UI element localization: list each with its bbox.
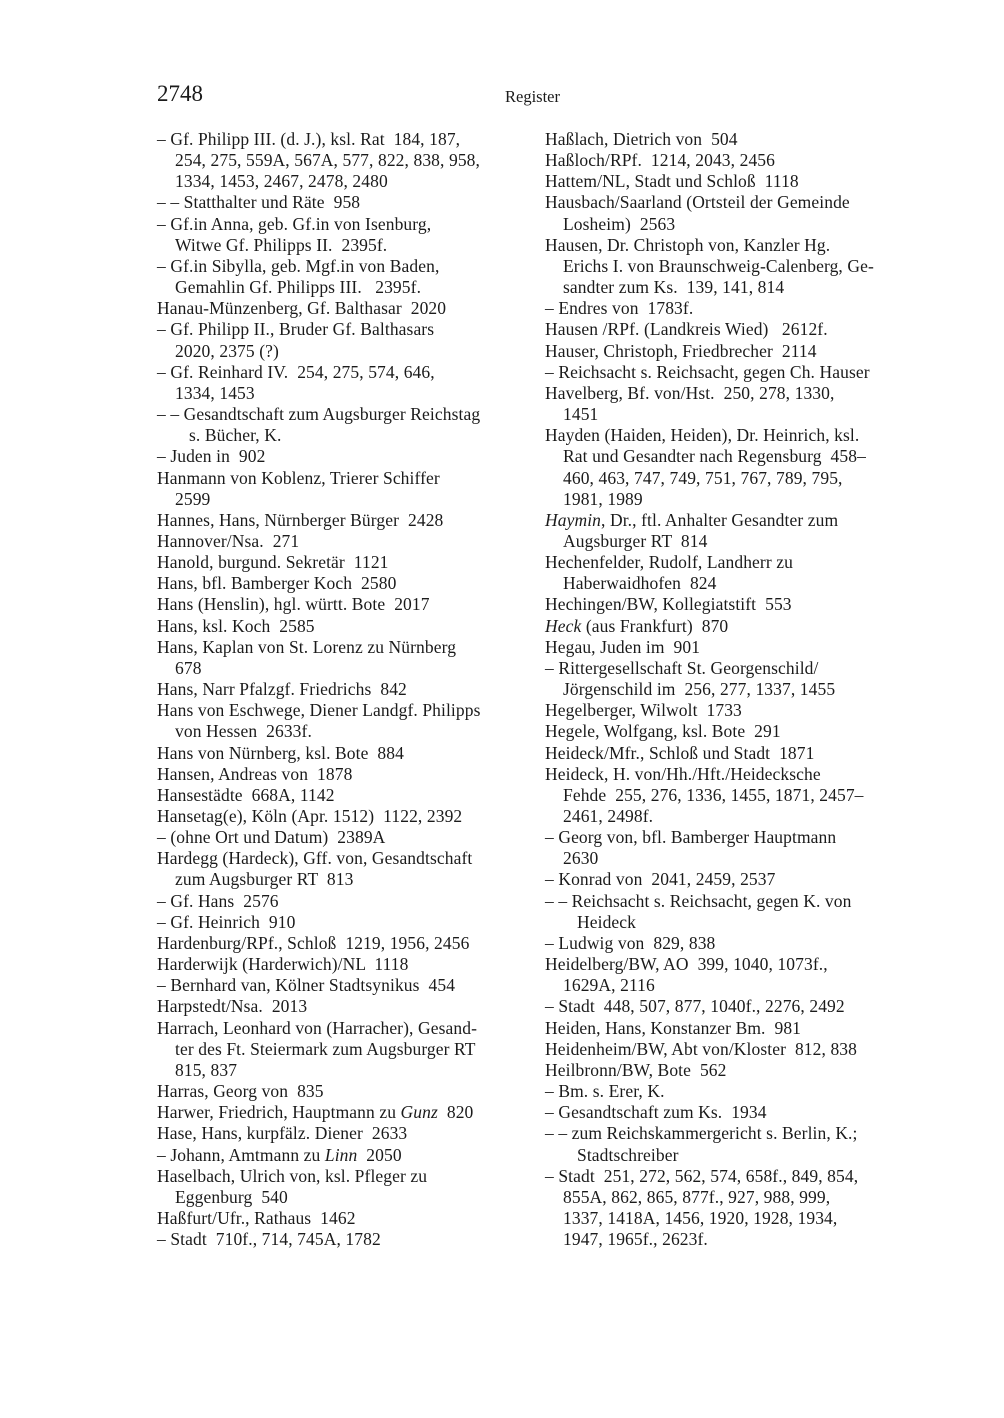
- index-line: 1981, 1989: [563, 488, 643, 509]
- page-number: 2748: [157, 81, 203, 106]
- index-line: Heck (aus Frankfurt) 870: [545, 615, 729, 636]
- running-title: Register: [505, 87, 560, 106]
- index-line: Stadtschreiber: [577, 1144, 679, 1165]
- index-line: Heideck/Mfr., Schloß und Stadt 1871: [545, 742, 815, 763]
- index-line: Harras, Georg von 835: [157, 1081, 324, 1102]
- index-line: Hausen, Dr. Christoph von, Kanzler Hg.: [545, 234, 831, 255]
- index-line: Haßlach, Dietrich von 504: [545, 129, 738, 149]
- index-line: Haymin, Dr., ftl. Anhalter Gesandter zum: [545, 509, 839, 530]
- index-line: Hayden (Haiden, Heiden), Dr. Heinrich, ksl.: [545, 425, 860, 446]
- index-line: 855A, 862, 865, 877f., 927, 988, 999,: [563, 1186, 831, 1207]
- index-line: – – Gesandtschaft zum Augsburger Reichstag: [157, 404, 481, 425]
- index-line: – Juden in 902: [157, 446, 266, 467]
- index-line: Hegele, Wolfgang, ksl. Bote 291: [545, 721, 781, 742]
- index-line: Hanold, burgund. Sekretär 1121: [157, 552, 389, 573]
- index-line: 2020, 2375 (?): [175, 340, 279, 361]
- index-line: – Endres von 1783f.: [545, 298, 694, 319]
- index-line: zum Augsburger RT 813: [175, 869, 354, 890]
- index-line: – – Reichsacht s. Reichsacht, gegen K. von: [545, 890, 852, 911]
- index-body: [157, 129, 909, 1250]
- index-line: Hausbach/Saarland (Ortsteil der Gemeinde: [545, 192, 850, 213]
- index-line: Hans von Eschwege, Diener Landgf. Philipps: [157, 700, 481, 721]
- index-line: Hannover/Nsa. 271: [157, 530, 300, 551]
- index-line: Havelberg, Bf. von/Hst. 250, 278, 1330,: [545, 382, 835, 403]
- index-line: Heideck: [577, 911, 637, 932]
- index-line: Losheim) 2563: [563, 213, 676, 234]
- index-line: Hans, Kaplan von St. Lorenz zu Nürnberg: [157, 636, 457, 657]
- index-line: Hans, Narr Pfalzgf. Friedrichs 842: [157, 679, 407, 700]
- index-line: Hanau-Münzenberg, Gf. Balthasar 2020: [157, 298, 447, 319]
- index-line: 815, 837: [175, 1059, 238, 1080]
- index-line: – Stadt 448, 507, 877, 1040f., 2276, 2492: [545, 996, 845, 1017]
- index-line: Hans von Nürnberg, ksl. Bote 884: [157, 742, 404, 763]
- index-line: Fehde 255, 276, 1336, 1455, 1871, 2457–: [563, 784, 864, 805]
- index-line: Hausen /RPf. (Landkreis Wied) 2612f.: [545, 319, 828, 340]
- index-line: Eggenburg 540: [175, 1186, 288, 1207]
- index-line: Witwe Gf. Philipps II. 2395f.: [175, 234, 388, 255]
- index-line: Hansen, Andreas von 1878: [157, 763, 353, 784]
- index-line: Hannes, Hans, Nürnberger Bürger 2428: [157, 509, 444, 530]
- index-line: 678: [175, 657, 202, 678]
- index-line: Erichs I. von Braunschweig-Calenberg, Ge-: [563, 255, 874, 276]
- index-line: 2599: [175, 488, 211, 509]
- index-line: Hauser, Christoph, Friedbrecher 2114: [545, 340, 817, 361]
- index-line: 1451: [563, 404, 599, 425]
- index-line: – Gf. Heinrich 910: [157, 911, 296, 932]
- index-line: Harrach, Leonhard von (Harracher), Gesand-: [157, 1017, 478, 1038]
- index-line: 1337, 1418A, 1456, 1920, 1928, 1934,: [563, 1207, 838, 1228]
- index-line: 1947, 1965f., 2623f.: [563, 1229, 708, 1250]
- index-line: – Konrad von 2041, 2459, 2537: [545, 869, 776, 890]
- index-line: – Gf.in Sibylla, geb. Mgf.in von Baden,: [157, 255, 440, 276]
- index-line: Heiden, Hans, Konstanzer Bm. 981: [545, 1017, 802, 1038]
- column-left: [157, 129, 521, 1250]
- index-line: Harpstedt/Nsa. 2013: [157, 996, 308, 1017]
- index-line: Harwer, Friedrich, Hauptmann zu Gunz 820: [157, 1102, 474, 1123]
- index-line: – – zum Reichskammergericht s. Berlin, K.;: [545, 1123, 858, 1144]
- index-line: – Stadt 710f., 714, 745A, 1782: [157, 1229, 381, 1250]
- index-line: – Gf.in Anna, geb. Gf.in von Isenburg,: [157, 213, 432, 234]
- index-line: Hanmann von Koblenz, Trierer Schiffer: [157, 467, 440, 488]
- index-line: – Gf. Hans 2576: [157, 890, 279, 911]
- index-line: – Johann, Amtmann zu Linn 2050: [157, 1144, 402, 1165]
- index-line: Heidenheim/BW, Abt von/Kloster 812, 838: [545, 1038, 858, 1059]
- index-line: – Bm. s. Erer, K.: [545, 1081, 665, 1102]
- index-line: Hans, bfl. Bamberger Koch 2580: [157, 573, 397, 594]
- index-line: 1629A, 2116: [563, 975, 655, 996]
- index-line: – Gf. Reinhard IV. 254, 275, 574, 646,: [157, 361, 435, 382]
- index-line: – (ohne Ort und Datum) 2389A: [157, 827, 386, 848]
- index-line: sandter zum Ks. 139, 141, 814: [563, 277, 785, 298]
- index-line: von Hessen 2633f.: [175, 721, 312, 742]
- index-line: – Rittergesellschaft St. Georgenschild/: [545, 657, 819, 678]
- index-line: Hattem/NL, Stadt und Schloß 1118: [545, 171, 799, 192]
- index-line: 2461, 2498f.: [563, 806, 654, 826]
- index-line: 1334, 1453, 2467, 2478, 2480: [175, 171, 388, 192]
- index-line: Hechenfelder, Rudolf, Landherr zu: [545, 552, 793, 573]
- index-line: Augsburger RT 814: [563, 530, 708, 551]
- page-header: [157, 82, 908, 108]
- index-line: – Reichsacht s. Reichsacht, gegen Ch. Hauser: [545, 361, 870, 382]
- index-line: 1334, 1453: [175, 382, 255, 403]
- index-line: – Gesandtschaft zum Ks. 1934: [545, 1102, 767, 1123]
- index-line: – – Statthalter und Räte 958: [157, 192, 361, 213]
- index-line: Hegau, Juden im 901: [545, 636, 701, 657]
- index-line: Heilbronn/BW, Bote 562: [545, 1059, 727, 1080]
- index-line: Hans, ksl. Koch 2585: [157, 615, 315, 636]
- index-line: – Ludwig von 829, 838: [545, 932, 716, 953]
- index-line: s. Bücher, K.: [189, 425, 282, 446]
- index-line: Hase, Hans, kurpfälz. Diener 2633: [157, 1123, 408, 1144]
- index-line: Hardenburg/RPf., Schloß 1219, 1956, 2456: [157, 932, 470, 953]
- index-line: Hansetag(e), Köln (Apr. 1512) 1122, 2392: [157, 806, 463, 826]
- index-line: ter des Ft. Steiermark zum Augsburger RT: [175, 1038, 476, 1059]
- index-line: Heidelberg/BW, AO 399, 1040, 1073f.,: [545, 954, 828, 975]
- index-line: Jörgenschild im 256, 277, 1337, 1455: [563, 679, 836, 700]
- index-line: – Bernhard van, Kölner Stadtsynikus 454: [157, 975, 456, 996]
- index-line: 254, 275, 559A, 567A, 577, 822, 838, 958,: [175, 150, 481, 171]
- index-line: 2630: [563, 848, 599, 869]
- index-line: Harderwijk (Harderwich)/NL 1118: [157, 954, 409, 975]
- index-line: Hardegg (Hardeck), Gff. von, Gesandtschaft: [157, 848, 473, 869]
- index-line: Rat und Gesandter nach Regensburg 458–: [563, 446, 866, 467]
- index-line: Haßfurt/Ufr., Rathaus 1462: [157, 1207, 356, 1228]
- index-line: 460, 463, 747, 749, 751, 767, 789, 795,: [563, 467, 843, 488]
- index-line: – Gf. Philipp III. (d. J.), ksl. Rat 184, 187,: [157, 129, 461, 149]
- index-line: Heideck, H. von/Hh./Hft./Heidecksche: [545, 763, 821, 784]
- index-line: Haberwaidhofen 824: [563, 573, 717, 594]
- index-line: – Georg von, bfl. Bamberger Hauptmann: [545, 827, 837, 848]
- index-line: Haselbach, Ulrich von, ksl. Pfleger zu: [157, 1165, 428, 1186]
- column-right: [545, 129, 909, 1250]
- index-line: Hegelberger, Wilwolt 1733: [545, 700, 742, 721]
- index-line: Hans (Henslin), hgl. württ. Bote 2017: [157, 594, 430, 615]
- index-line: – Gf. Philipp II., Bruder Gf. Balthasars: [157, 319, 435, 340]
- index-line: Hansestädte 668A, 1142: [157, 784, 335, 805]
- index-line: – Stadt 251, 272, 562, 574, 658f., 849, 854,: [545, 1165, 859, 1186]
- index-line: Gemahlin Gf. Philipps III. 2395f.: [175, 277, 422, 298]
- index-line: Hechingen/BW, Kollegiatstift 553: [545, 594, 792, 615]
- index-line: Haßloch/RPf. 1214, 2043, 2456: [545, 150, 776, 171]
